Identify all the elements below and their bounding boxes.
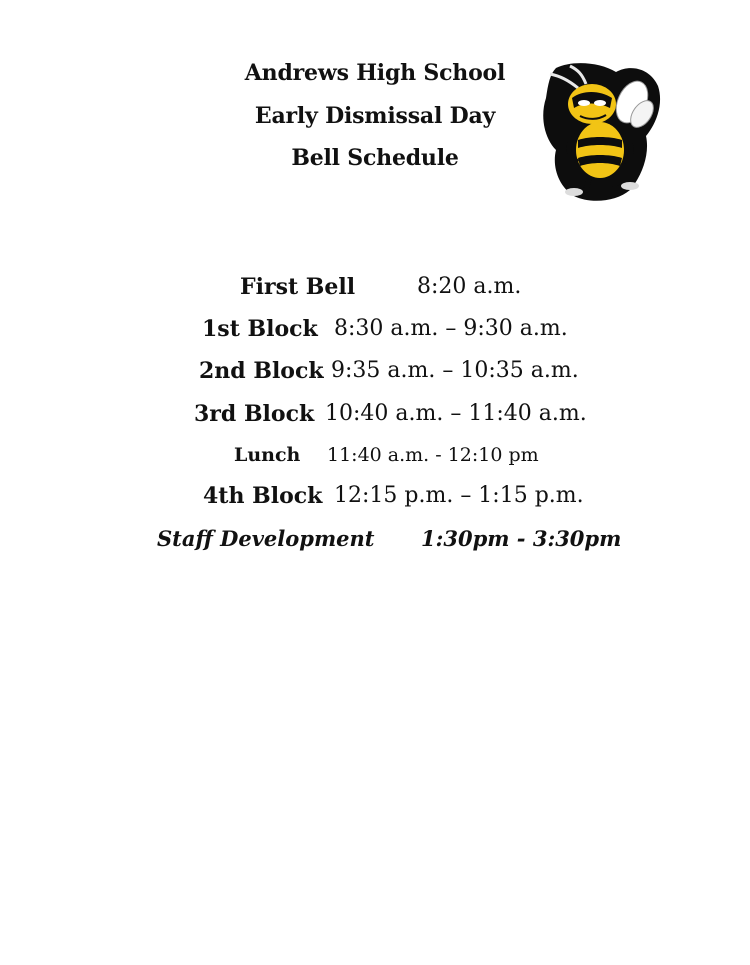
schedule-title: Bell Schedule — [291, 145, 459, 171]
period-time: 11:40 a.m. - 12:10 pm — [327, 444, 539, 466]
period-time: 12:15 p.m. – 1:15 p.m. — [334, 483, 584, 508]
period-label: 4th Block — [203, 483, 323, 509]
period-label: 1st Block — [202, 316, 318, 342]
period-time: 8:20 a.m. — [417, 274, 522, 299]
day-type-heading: Early Dismissal Day — [254, 103, 496, 129]
yellow-jacket-mascot-icon — [538, 58, 664, 204]
period-label: 2nd Block — [199, 358, 324, 384]
period-time: 1:30pm - 3:30pm — [421, 526, 622, 551]
period-time: 10:40 a.m. – 11:40 a.m. — [325, 401, 587, 426]
school-name: Andrews High School — [244, 60, 506, 86]
period-label: Staff Development — [157, 526, 375, 551]
period-label: Lunch — [234, 444, 301, 466]
period-time: 9:35 a.m. – 10:35 a.m. — [331, 358, 579, 383]
period-label: 3rd Block — [194, 401, 315, 427]
period-label: First Bell — [240, 274, 356, 300]
period-time: 8:30 a.m. – 9:30 a.m. — [334, 316, 568, 341]
